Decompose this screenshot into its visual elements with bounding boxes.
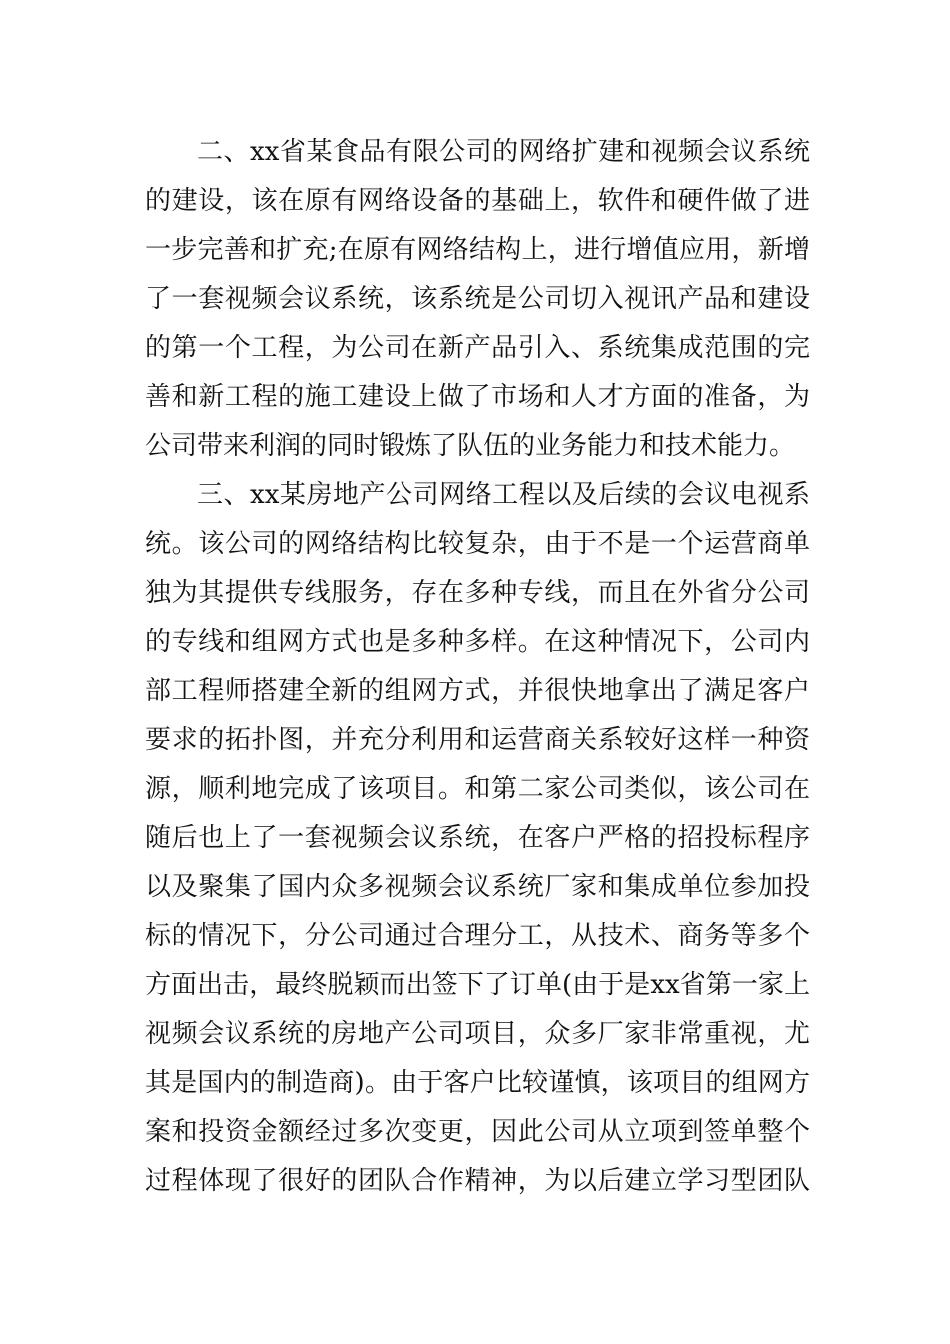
text-line: 案和投资金额经过多次变更，因此公司从立项到签单整个 [145,1117,810,1147]
document-body [145,128,810,1206]
text-line: 独为其提供专线服务，存在多种专线，而且在外省分公司 [145,578,810,608]
paragraph-2 [145,128,810,471]
text-line: 统。该公司的网络结构比较复杂，由于不是一个运营商单 [145,529,810,559]
text-line: 源，顺利地完成了该项目。和第二家公司类似，该公司在 [145,774,810,804]
text-line: 方面出击，最终脱颖而出签下了订单(由于是xx省第一家上 [145,970,810,1000]
text-line: 标的情况下，分公司通过合理分工，从技术、商务等多个 [145,921,810,951]
text-line: 以及聚集了国内众多视频会议系统厂家和集成单位参加投 [145,872,810,902]
text-line: 的建设，该在原有网络设备的基础上，软件和硬件做了进 [145,186,810,216]
text-line: 其是国内的制造商)。由于客户比较谨慎，该项目的组网方 [145,1068,810,1098]
text-line: 二、xx省某食品有限公司的网络扩建和视频会议系统 [197,137,810,167]
text-line: 随后也上了一套视频会议系统，在客户严格的招投标程序 [145,823,810,853]
paragraph-3 [145,471,810,1206]
text-line: 过程体现了很好的团队合作精神，为以后建立学习型团队 [145,1166,810,1196]
text-line: 三、xx某房地产公司网络工程以及后续的会议电视系 [197,480,810,510]
text-line: 公司带来利润的同时锻炼了队伍的业务能力和技术能力。 [145,431,796,461]
text-line: 了一套视频会议系统，该系统是公司切入视讯产品和建设 [145,284,810,314]
text-line: 部工程师搭建全新的组网方式，并很快地拿出了满足客户 [145,676,810,706]
text-line: 要求的拓扑图，并充分利用和运营商关系较好这样一种资 [145,725,810,755]
text-line: 视频会议系统的房地产公司项目，众多厂家非常重视，尤 [145,1019,810,1049]
text-line: 的第一个工程，为公司在新产品引入、系统集成范围的完 [145,333,810,363]
text-line: 善和新工程的施工建设上做了市场和人才方面的准备，为 [145,382,810,412]
text-line: 的专线和组网方式也是多种多样。在这种情况下，公司内 [145,627,810,657]
text-line: 一步完善和扩充;在原有网络结构上，进行增值应用，新增 [145,235,810,265]
